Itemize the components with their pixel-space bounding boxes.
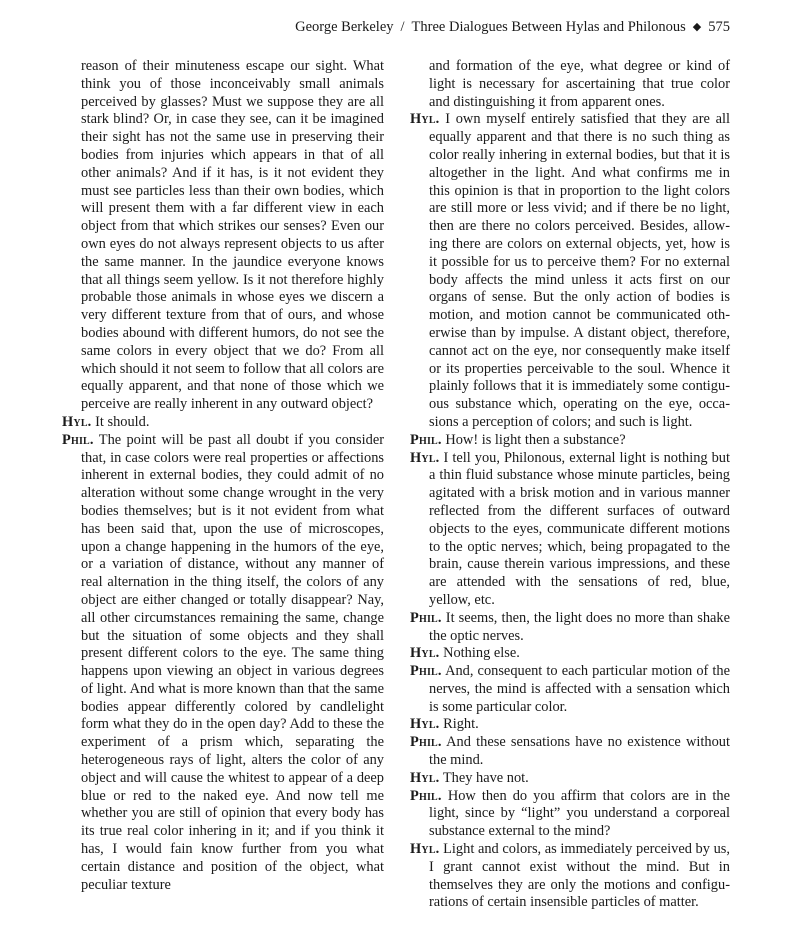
speaker-label: Hyl. (410, 449, 440, 466)
speech-text: How! is light then a substance? (445, 431, 626, 448)
speech-phil (410, 610, 730, 646)
speech-hyl (410, 645, 730, 663)
speech-text: I tell you, Philonous, external light is nothing but a thin fluid substance whose minute particles, being agitated with a brisk motion and in various manner reflected from the different surfaces of outward objects to the eyes, communicate different motions to the optic nerves; which, being propagated to the brain, cause therein various impressions, and these are attended with the sensations of red, blue, yellow, etc. (429, 449, 731, 608)
continuation-paragraph: reason of their minuteness escape our sight. What think you of those inconceivably small animals perceived by glasses? Must we suppose they are all stark blind? Or, in case they see, can it be imagined their sight has not the same use in preserving their bodies from injuries which appears in that of all other animals? And if it has, is it not evident they must see particles less than their own bodies, which will present them with a far different view in each object from that which strikes our senses? Even our own eyes do not always represent objects to us after the same manner. In the jaundice everyone knows that all things seem yellow. Is it not therefore highly probable those animals in whose eyes we discern a very different texture from that of ours, and whose bodies abound with different humors, do not see the same colors in every object that we do? From all which should it not seem to follow that all colors are equally apparent, and that none of those which we perceive are really inherent in any outward object? (81, 58, 384, 413)
speaker-label: Phil. (410, 431, 442, 448)
speech-hyl (410, 450, 730, 610)
speech-text: The point will be past all doubt if you consider that, in case colors were real properties or affections inherent in external bodies, they could admit of no alteration without some change wrought in the very bodies themselves; but is it not evident from what has been said that, upon the use of microscopes, upon a change happening in the humors of the eye, or a variation of distance, without any manner of real alternation in the thing itself, the colors of any object are either changed or totally disappear? Nay, all other circumstances remaining the same, change but the situation of some objects and they shall present different colors to the eye. The same thing happens upon viewing an object in various degrees of light. And what is more known than that the same bodies appear differently colored by candlelight form what they do in the open day? Add to these the experiment of a prism which, separating the heterogeneous rays of light, alters the color of any object and will cause the whitest to appear of a deep blue or red to the naked eye. And now tell me whether you are still of opinion that every body has its true real color inhering in it; and if you think it has, I would fain know further from you what certain distance and position of the object, what peculiar texture (81, 431, 384, 893)
header-author: George Berkeley (295, 19, 394, 35)
speech-phil (410, 734, 730, 770)
speech-text: And these sensations have no existence without the mind. (429, 734, 730, 769)
speech-text: How then do you affirm that colors are in the light, since by “light” you understand a corporeal substance external to the mind? (429, 787, 730, 840)
speaker-label: Phil. (410, 734, 442, 751)
speech-hyl (62, 414, 384, 432)
speaker-label: Hyl. (410, 645, 440, 662)
speech-text: And, consequent to each particular motion of the nerves, the mind is affected with a sensation which is some particular color. (429, 663, 730, 715)
speech-phil (410, 663, 730, 716)
speech-text: It should. (95, 413, 150, 430)
running-header (0, 18, 730, 37)
speech-phil (410, 788, 730, 841)
speech-phil (410, 432, 730, 450)
speech-hyl (410, 841, 730, 912)
speaker-label: Phil. (410, 609, 442, 626)
speech-text: They have not. (442, 769, 529, 786)
speech-phil (62, 432, 384, 895)
speaker-label: Hyl. (410, 716, 440, 733)
speech-hyl (410, 111, 730, 431)
speaker-label: Hyl. (62, 413, 92, 430)
page-number: 575 (708, 19, 730, 35)
speech-text: Light and colors, as immediately perceived by us, I grant cannot exist without the mind. But in themselves they are only the motions and configurations of certain insensible particles of matter. (429, 841, 730, 911)
speaker-label: Phil. (410, 787, 442, 804)
diamond-icon: ◆ (692, 21, 702, 33)
continuation-paragraph: and formation of the eye, what degree or kind of light is necessary for ascertaining that true color and distinguishing it from apparent ones. (429, 58, 730, 110)
right-column (410, 58, 730, 912)
speech-text: It seems, then, the light does no more than shake the optic nerves. (429, 609, 731, 644)
header-separator: / (400, 19, 405, 35)
speaker-label: Phil. (62, 431, 94, 448)
speech-text: Nothing else. (443, 645, 520, 662)
speech-text: I own myself entirely satisfied that they are all equally apparent and that there is no such thing as color really inhering in external bodies, but that it is altogether in the light. And what confirms me in this opinion is that in proportion to the light colors are still more or less vivid; and if there be no light, then are there no colors perceived. Besides, allowing there are colors on external objects, yet, how is it possible for us to perceive them? For no external body affects the mind unless it acts first on our organs of sense. But the only action of bodies is motion, and motion cannot be communicated otherwise than by impulse. A distant object, therefore, cannot act on the eye, nor consequently make itself or its properties perceivable to the soul. Whence it plainly follows that it is immediately some contiguous substance which, operating on the eye, occasions a perception of colors; and such is light. (429, 111, 730, 430)
speaker-label: Hyl. (410, 841, 440, 858)
speech-text: Right. (443, 716, 479, 733)
speaker-label: Phil. (410, 663, 442, 680)
speech-hyl (410, 716, 730, 734)
speaker-label: Hyl. (410, 111, 440, 128)
left-column (62, 58, 384, 894)
speaker-label: Hyl. (410, 769, 440, 786)
header-title: Three Dialogues Between Hylas and Philonous (411, 19, 686, 35)
speech-hyl (410, 770, 730, 788)
